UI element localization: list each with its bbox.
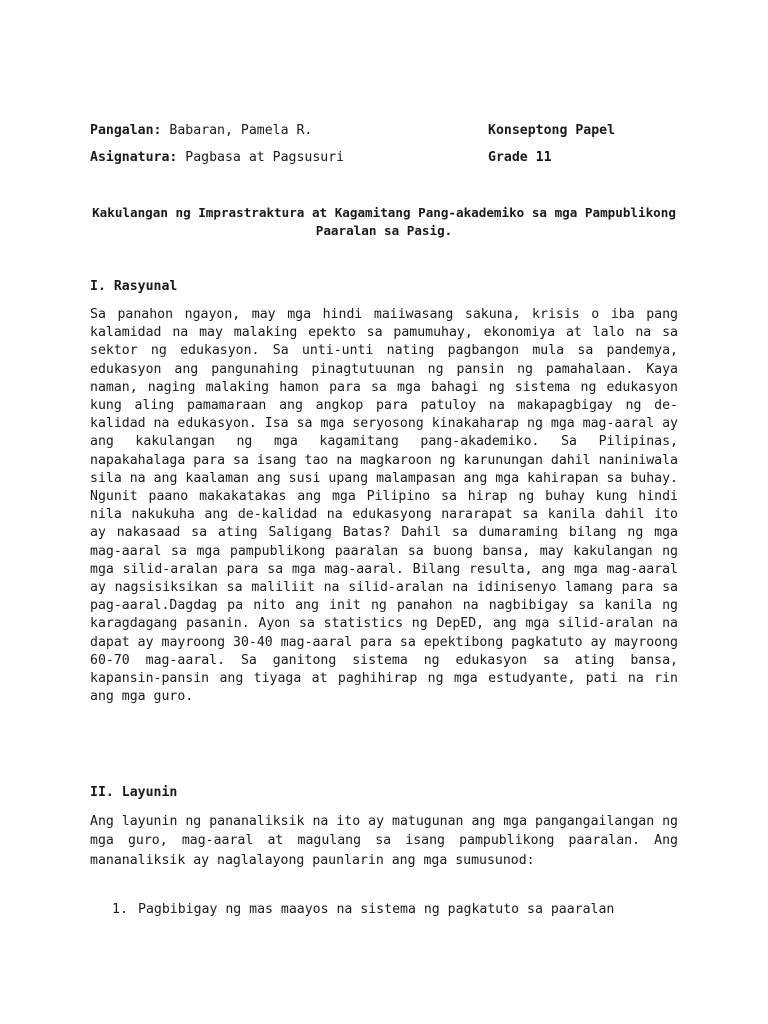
layunin-paragraph: Ang layunin ng pananaliksik na ito ay matugunan ang mga pangangailangan ng mga guro, mag-aaral at magulang sa isang pampublikong paaralan. Ang mananaliksik ay naglalayong paunlarin ang mga sumusunod: [90,814,678,868]
name-row [90,121,678,141]
document-page [90,0,678,1024]
subject-label: Asignatura: [90,150,178,165]
list-item-number: 1. [112,902,128,917]
name-label: Pangalan: [90,123,162,138]
objectives-list [90,900,678,920]
list-item [90,900,678,920]
grade-level: Grade 11 [488,150,552,165]
paper-title: Kakulangan ng Imprastraktura at Kagamitang Pang-akademiko sa mga Pampublikong Paaralan sa Pasig. [92,205,676,238]
section-heading-rasyunal: I. Rasyunal [90,279,178,294]
subject-value: Pagbasa at Pagsusuri [185,150,345,165]
list-item-text: Pagbibigay ng mas maayos na sistema ng pagkatuto sa paaralan [138,902,615,917]
name-value: Babaran, Pamela R. [169,123,313,138]
section-heading-layunin: II. Layunin [90,785,178,800]
subject-row [90,148,678,168]
document-type: Konseptong Papel [488,123,616,138]
rasyunal-paragraph: Sa panahon ngayon, may mga hindi maiiwasang sakuna, krisis o iba pang kalamidad na may malaking epekto sa pamumuhay, ekonomiya at lalo na sa sektor ng edukasyon. Sa unti-unti nating pagbangon mula sa pandemya, edukasyon ang pangunahing pinagtutuunan ng pansin ng pamahalaan. Kaya naman, naging malaking hamon para sa mga bahagi ng sistema ng edukasyon kung aling pamamaraan ang angkop para patuloy na makapagbigay ng de-kalidad na edukasyon. Isa sa mga seryosong kinakaharap ng mga mag-aaral ay ang kakulangan ng mga kagamitang pang-akademiko. Sa Pilipinas, napakahalaga para sa isang tao na magkaroon ng karunungan dahil naniniwala sila na ang kaalaman ang susi upang malampasan ang mga kahirapan sa buhay. Ngunit paano makakatakas ang mga Pilipino sa hirap ng buhay kung hindi nila nakukuha ang de-kalidad na edukasyong nararapat sa kanila dahil ito ay nakasaad sa ating Saligang Batas? Dahil sa dumaraming bilang ng mga mag-aaral sa mga pampublikong paaralan sa buong bansa, may kakulangan ng mga silid-aralan para sa mga mag-aaral. Bilang resulta, ang mga mag-aaral ay nagsisiksikan sa maliliit na silid-aralan na idinisenyo lamang para sa pag-aaral.Dagdag pa nito ang init ng panahon na nagbibigay sa kanila ng karagdagang pasanin. Ayon sa statistics ng DepED, ang mga silid-aralan na dapat ay mayroong 30-40 mag-aaral para sa epektibong pagkatuto ay mayroong 60-70 mag-aaral. Sa ganitong sistema ng edukasyon sa ating bansa, kapansin-pansin ang tiyaga at paghihirap ng mga estudyante, pati na rin ang mga guro. [90,307,678,705]
